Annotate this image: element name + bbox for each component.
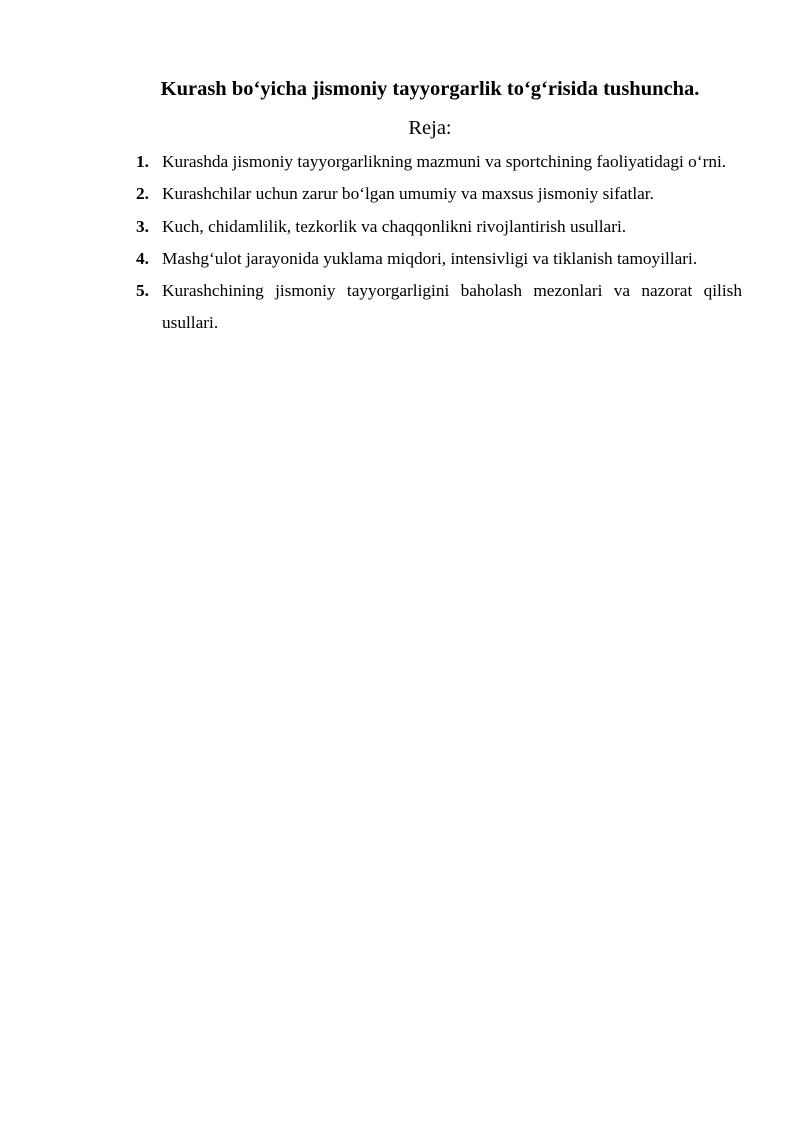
plan-item-1	[136, 146, 742, 178]
plan-item-3	[136, 211, 742, 243]
plan-item-number: 3.	[136, 216, 149, 236]
plan-list	[136, 146, 742, 340]
plan-item-text: Kurashchining jismoniy tayyorgarligini baholash mezonlari va nazorat qilish usullari.	[162, 281, 742, 333]
plan-item-text: Kuch, chidamlilik, tezkorlik va chaqqonlikni rivojlantirish usullari.	[162, 216, 627, 236]
plan-item-number: 5.	[136, 281, 149, 301]
plan-item-number: 4.	[136, 248, 149, 268]
plan-item-text: Kurashda jismoniy tayyorgarlikning mazmuni va sportchining faoliyatidagi o‘rni.	[162, 152, 727, 171]
plan-item-text: Kurashchilar uchun zarur bo‘lgan umumiy va maxsus jismoniy sifatlar.	[162, 184, 654, 204]
plan-heading: Reja:	[408, 117, 452, 139]
plan-item-number: 2.	[136, 184, 149, 204]
plan-item-number: 1.	[136, 152, 149, 171]
plan-item-text: Mashg‘ulot jarayonida yuklama miqdori, intensivligi va tiklanish tamoyillari.	[162, 248, 698, 268]
plan-item-5	[136, 275, 742, 340]
plan-item-4	[136, 243, 742, 275]
plan-item-2	[136, 178, 742, 210]
document-title: Kurash bo‘yicha jismoniy tayyorgarlik to‘g‘risida tushuncha.	[160, 78, 700, 100]
